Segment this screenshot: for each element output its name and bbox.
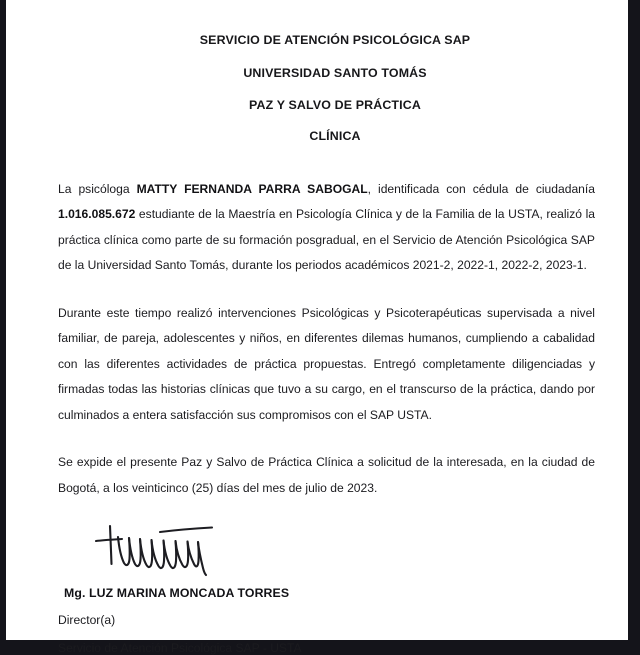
signer-role: Director(a) [58,613,116,628]
signer-details [58,587,612,653]
header-line-service: SERVICIO DE ATENCIÓN PSICOLÓGICA SAP [199,33,471,47]
para1-text-part3: estudiante de la Maestría en Psicología Clínica y de la Familia de la USTA, realizó la práctica clínica como parte de su formación posgradual, en el Servicio de Atención Psicológica SAP de la Universidad Santo Tomás, durante los periodos académicos 2021-2, 2022-1, 2022-2, 2023-1. [58,207,595,273]
right-frame-bar [628,0,640,640]
letter-body [58,177,612,502]
page-content [6,0,628,655]
student-name: MATTY FERNANDA PARRA SABOGAL [136,181,368,196]
signature-block [58,519,612,585]
header-line-subtitle: CLÍNICA [309,129,361,144]
document-page [6,0,628,655]
paragraph-student-info [58,177,595,279]
para1-text-part1: La psicóloga [58,181,137,196]
header-line-title: PAZ Y SALVO DE PRÁCTICA [249,97,421,112]
para1-text-part2: , identificada con cédula de ciudadanía [367,181,595,196]
paragraph-activities: Durante este tiempo realizó intervenciones Psicológicas y Psicoterapéuticas supervisada a nivel familiar, de pareja, adolescentes y niños, en diferentes dilemas humanos, cumpliendo a cabalidad con las diferentes actividades de práctica propuestas. Entregó completamente diligenciadas y firmadas todas las historias clínicas que tuvo a su cargo, en el transcurso de la práctica, dando por culminados a entera satisfacción sus compromisos con el SAP USTA. [58,305,595,422]
handwritten-signature-icon [88,519,228,581]
student-id-number: 1.016.085.672 [58,207,136,222]
signer-unit: Servicio de Atención Psicológica SAP - USTA [58,640,302,655]
signer-name: Mg. LUZ MARINA MONCADA TORRES [64,586,290,601]
header-line-university: UNIVERSIDAD SANTO TOMÁS [243,66,427,81]
letter-header [58,0,612,143]
paragraph-issuance: Se expide el presente Paz y Salvo de Práctica Clínica a solicitud de la interesada, en la ciudad de Bogotá, a los veinticinco (25) días del mes de julio de 2023. [58,455,595,495]
